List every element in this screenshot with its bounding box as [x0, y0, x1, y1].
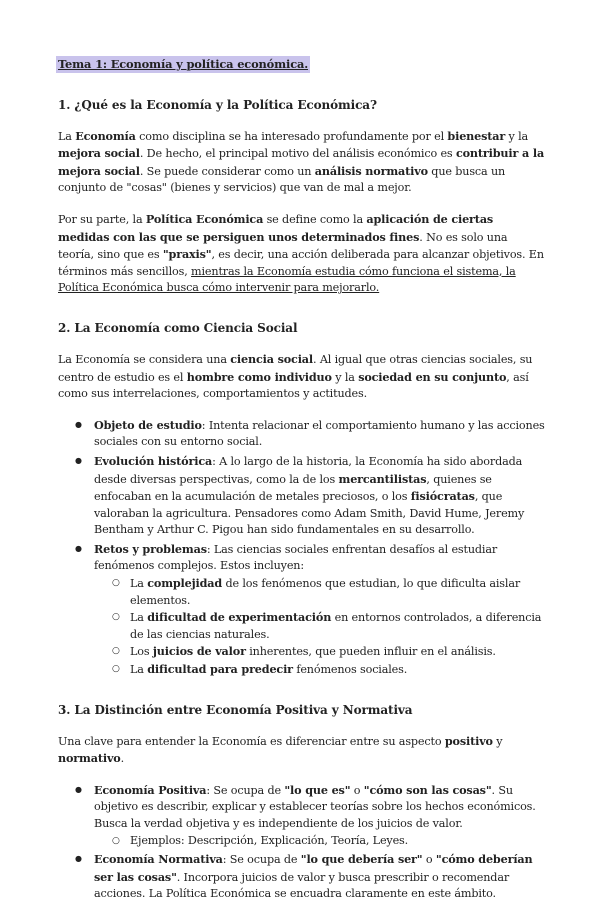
- sub-list-item: ○ La dificultad de experimentación en entornos controlados, a diferencia de las ciencias naturales.: [130, 609, 546, 643]
- section-3-bullet-list: [58, 782, 546, 903]
- sub-list-item: ○ Los juicios de valor inherentes, que pueden influir en el análisis.: [130, 643, 546, 661]
- section-2-paragraph-1: La Economía se considera una ciencia social. Al igual que otras ciencias sociales, su centro de estudio es el hombre como individuo y la sociedad en su conjunto, así como sus interrelaciones, comportamientos y actitudes.: [58, 351, 533, 401]
- list-item: ● Economía Normativa: Se ocupa de "lo que debería ser" o "cómo deberían ser las cosas". Incorpora juicios de valor y busca prescribir o recomendar acciones. La Política Económica se encuadra claramente en este ámbito.: [94, 851, 546, 903]
- sub-list-item: ○ La dificultad para predecir fenómenos sociales.: [130, 661, 546, 679]
- section-2-heading: 2. La Economía como Ciencia Social: [58, 320, 298, 335]
- sub-list: [94, 575, 546, 679]
- underlined-summary: mientras la Economía estudia cómo funciona el sistema, la Política Económica busca cómo intervenir para mejorarlo.: [58, 264, 516, 295]
- section-1-heading: 1. ¿Qué es la Economía y la Política Económica?: [58, 97, 377, 112]
- document-title: Tema 1: Economía y política económica.: [58, 57, 309, 71]
- section-2-bullet-list: [58, 417, 546, 679]
- sub-list: [94, 833, 546, 850]
- sub-list-item: ○ Ejemplos: Descripción, Explicación, Teoría, Leyes.: [130, 833, 546, 850]
- list-item: ● Retos y problemas: Las ciencias sociales enfrentan desafíos al estudiar fenómenos complejos. Estos incluyen: ○ La complejidad de los fenómenos que estudian, lo que dificulta aislar elementos. ○ La dificultad de experimentación en entornos controlados, a diferencia de las ciencias naturales. ○ Los juicios de valor inherentes, que pueden influir en el análisis. ○ La dificultad para predecir fenómenos sociales.: [94, 541, 546, 679]
- section-3-paragraph-1: Una clave para entender la Economía es diferenciar entre su aspecto positivo y normativo.: [58, 733, 503, 766]
- list-item: ● Economía Positiva: Se ocupa de "lo que es" o "cómo son las cosas". Su objetivo es describir, explicar y establecer teorías sobre los hechos económicos. Busca la verdad objetiva y es independiente de los juicios de valor. ○ Ejemplos: Descripción, Explicación, Teoría, Leyes.: [94, 782, 546, 849]
- sub-list-item: ○ La complejidad de los fenómenos que estudian, lo que dificulta aislar elementos.: [130, 575, 546, 609]
- section-1-paragraph-2: Por su parte, la Política Económica se define como la aplicación de ciertas medidas con las que se persiguen unos determinados fines. No es solo una teoría, sino que es "praxis", es decir, una acción deliberada para alcanzar objetivos. En términos más sencillos, mientras la Economía estudia cómo funciona el sistema, la Política Económica busca cómo intervenir para mejorarlo.: [58, 211, 544, 295]
- section-3-heading: 3. La Distinción entre Economía Positiva y Normativa: [58, 702, 413, 717]
- list-item: ● Evolución histórica: A lo largo de la historia, la Economía ha sido abordada desde diversas perspectivas, como la de los mercantilistas, quienes se enfocaban en la acumulación de metales preciosos, o los fisiócratas, que valoraban la agricultura. Pensadores como Adam Smith, David Hume, Jeremy Bentham y Arthur C. Pigou han sido fundamentales en su desarrollo.: [94, 453, 546, 539]
- section-1-paragraph-1: La Economía como disciplina se ha interesado profundamente por el bienestar y la mejora social. De hecho, el principal motivo del análisis económico es contribuir a la mejora social. Se puede considerar como un análisis normativo que busca un conjunto de "cosas" (bienes y servicios) que van de mal a mejor.: [58, 128, 545, 195]
- list-item: ● Objeto de estudio: Intenta relacionar el comportamiento humano y las acciones sociales con su entorno social.: [94, 417, 546, 451]
